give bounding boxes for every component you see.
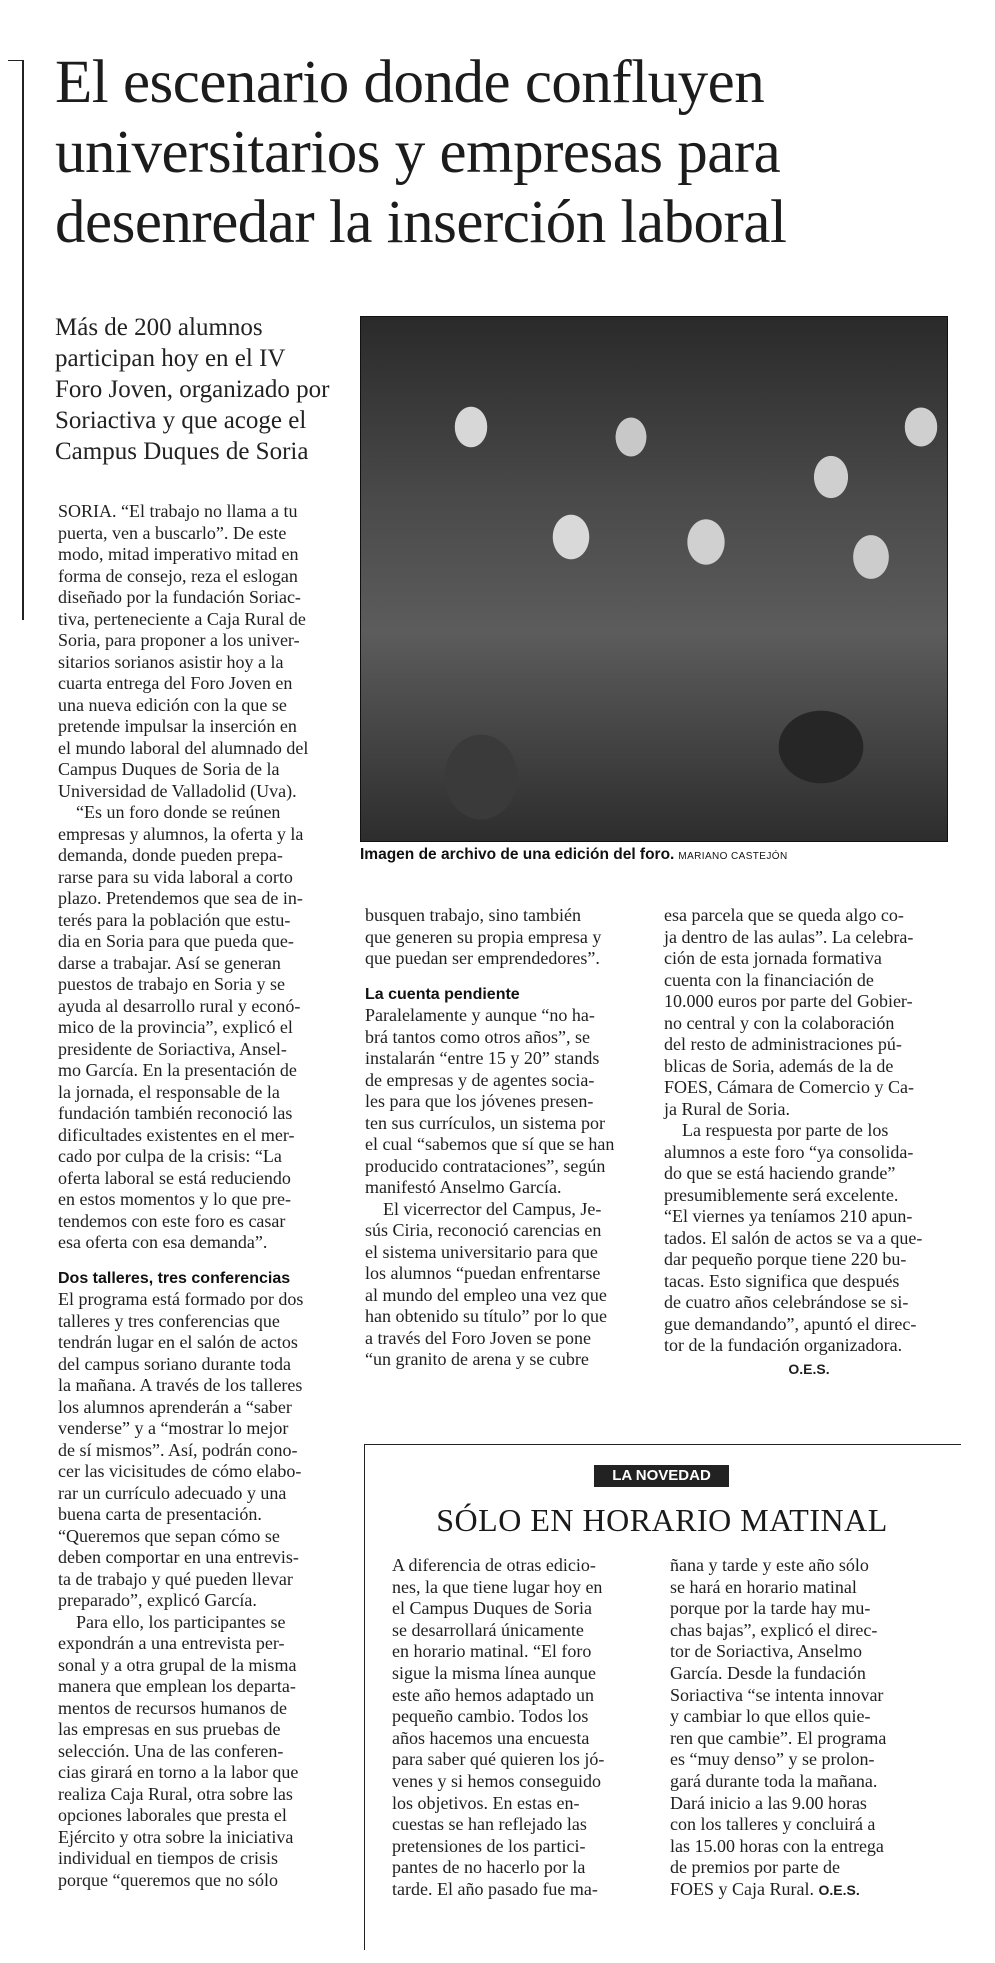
- text-line: que puedan ser emprendedores”.: [365, 948, 600, 968]
- margin-rule: [22, 60, 24, 620]
- text-line: tarde. El año pasado fue ma-: [392, 1878, 598, 1899]
- text-line: “un granito de arena y se cubre: [365, 1349, 589, 1369]
- text-line: es “muy denso” y se prolon-: [670, 1749, 875, 1770]
- text-line: Paralelamente y aunque “no ha-: [365, 1005, 595, 1025]
- text-line: los alumnos “puedan enfrentarse: [365, 1263, 601, 1283]
- caption-text: Imagen de archivo de una edición del foro.: [360, 846, 675, 863]
- article-column-3: [664, 905, 954, 1380]
- text-line: ren que cambie”. El programa: [670, 1727, 887, 1748]
- text-line: las empresas en sus pruebas de: [58, 1719, 281, 1739]
- text-line: Soria, para proponer a los univer-: [58, 630, 300, 650]
- text-line: blicas de Soria, además de la de: [664, 1055, 894, 1076]
- text-line: una nueva edición con la que se: [58, 694, 287, 715]
- text-line: preparado”, explicó García.: [58, 1590, 257, 1610]
- text-line: SORIA. “El trabajo no llama a tu: [58, 501, 298, 521]
- text-line: ción de esta jornada formativa: [664, 948, 882, 968]
- photo-credit: MARIANO CASTEJÓN: [678, 851, 788, 862]
- text-line: 10.000 euros por parte del Gobier-: [664, 991, 913, 1011]
- text-line: pantes de no hacerlo por la: [392, 1857, 586, 1878]
- text-line: rar un currículo adecuado y una: [58, 1482, 287, 1503]
- text-line: tendrán lugar en el salón de actos: [58, 1332, 298, 1352]
- text-line: Campus Duques de Soria de la: [58, 759, 280, 779]
- text-line: presumiblemente será excelente.: [664, 1184, 899, 1205]
- text-line: ja Rural de Soria.: [664, 1098, 790, 1119]
- news-photo: [360, 316, 948, 842]
- text-line: la mañana. A través de los talleres: [58, 1375, 303, 1395]
- text-line: plazo. Pretendemos que sea de in-: [58, 888, 303, 908]
- text-line: puestos de trabajo en Soria y se: [58, 974, 285, 994]
- text-line: tor de Soriactiva, Anselmo: [670, 1641, 862, 1662]
- text-line: buena carta de presentación.: [58, 1504, 262, 1524]
- text-line: alumnos a este foro “ya consolida-: [664, 1141, 914, 1162]
- text-line: el sistema universitario para que: [365, 1241, 598, 1262]
- text-line: deben comportar en una entrevis-: [58, 1547, 299, 1567]
- text-line: para saber qué quieren los jó-: [392, 1749, 605, 1770]
- text-line: los objetivos. En estas en-: [392, 1792, 580, 1813]
- text-line: cuenta con la financiación de: [664, 969, 874, 990]
- text-line: de sí mismos”. Así, podrán cono-: [58, 1439, 298, 1460]
- box-tag: LA NOVEDAD: [594, 1465, 729, 1487]
- author-signature: O.E.S.: [788, 1360, 830, 1377]
- text-line: se hará en horario matinal: [670, 1576, 857, 1597]
- text-line: gará durante toda la mañana.: [670, 1770, 878, 1791]
- text-line: del campus soriano durante toda: [58, 1353, 291, 1374]
- section-heading: Dos talleres, tres conferencias: [58, 1269, 291, 1287]
- text-line: Ejército y otra sobre la iniciativa: [58, 1826, 294, 1847]
- text-line: pretensiones de los partici-: [392, 1835, 586, 1856]
- text-line: porque por la tarde hay mu-: [670, 1598, 871, 1619]
- text-line: dar pequeño porque tiene 220 bu-: [664, 1249, 907, 1269]
- text-line: les para que los jóvenes presen-: [365, 1091, 594, 1111]
- headline: [55, 48, 955, 258]
- text-line: este año hemos adaptado un: [392, 1684, 594, 1705]
- subhead-line: Foro Joven, organizado por: [55, 376, 330, 403]
- text-line: pretende impulsar la inserción en: [58, 716, 297, 736]
- text-line: venes y si hemos conseguido: [392, 1770, 601, 1791]
- text-line: de empresas y de agentes socia-: [365, 1069, 595, 1090]
- text-line: no central y con la colaboración: [664, 1012, 895, 1033]
- text-line: forma de consejo, reza el eslogan: [58, 565, 298, 586]
- headline-line: desenredar la inserción laboral: [55, 189, 787, 256]
- text-line: opciones laborales que presta el: [58, 1805, 287, 1825]
- text-line: tor de la fundación organizadora.: [664, 1335, 903, 1355]
- text-line: sitarios sorianos asistir hoy a la: [58, 651, 284, 672]
- text-line: producido contrataciones”, según: [365, 1155, 606, 1176]
- text-line: con los talleres y concluirá a: [670, 1814, 876, 1835]
- box-title: SÓLO EN HORARIO MATINAL: [436, 1502, 888, 1538]
- subhead-line: Soriactiva y que acoge el: [55, 407, 307, 434]
- text-line: cias girará en torno a la labor que: [58, 1762, 299, 1782]
- section-heading: La cuenta pendiente: [365, 985, 520, 1003]
- text-line: cer las vicisitudes de cómo elabo-: [58, 1461, 302, 1481]
- subhead-line: Más de 200 alumnos: [55, 314, 263, 341]
- text-line: nes, la que tiene lugar hoy en: [392, 1576, 603, 1597]
- text-line: presidente de Soriactiva, Ansel-: [58, 1038, 287, 1059]
- text-line: de cuatro años celebrándose se si-: [664, 1292, 909, 1312]
- text-line: tendemos con este foro es casar: [58, 1210, 286, 1231]
- text-line: Para ello, los participantes se: [76, 1611, 286, 1632]
- text-line: sigue la misma línea aunque: [392, 1662, 596, 1683]
- text-line: dia en Soria para que pueda que-: [58, 931, 294, 951]
- text-line: terés para la población que estu-: [58, 909, 291, 930]
- text-line: Dará inicio a las 9.00 horas: [670, 1792, 867, 1813]
- text-line: mo García. En la presentación de: [58, 1060, 297, 1080]
- text-line: esa oferta con esa demanda”.: [58, 1232, 268, 1252]
- text-line: darse a trabajar. Así se generan: [58, 952, 281, 973]
- text-line: ja dentro de las aulas”. La celebra-: [664, 926, 914, 947]
- text-line: modo, mitad imperativo mitad en: [58, 544, 299, 564]
- text-line: “Queremos que sepan cómo se: [58, 1525, 280, 1546]
- text-line: cuarta entrega del Foro Joven en: [58, 673, 293, 693]
- headline-line: El escenario donde confluyen: [55, 49, 765, 116]
- box-signature: O.E.S.: [818, 1881, 860, 1898]
- text-line: puerta, ven a buscarlo”. De este: [58, 522, 287, 543]
- headline-line: universitarios y empresas para: [55, 119, 781, 186]
- text-line: manera que emplean los departa-: [58, 1676, 296, 1696]
- text-line: en estos momentos y lo que pre-: [58, 1189, 291, 1209]
- text-line: pequeño cambio. Todos los: [392, 1706, 589, 1727]
- text-line: el cual “sabemos que sí que se han: [365, 1134, 615, 1154]
- box-last-line: FOES y Caja Rural. O.E.S.: [670, 1878, 860, 1899]
- text-line: El vicerrector del Campus, Je-: [383, 1198, 602, 1219]
- text-line: “El viernes ya teníamos 210 apun-: [664, 1206, 913, 1226]
- text-line: mentos de recursos humanos de: [58, 1697, 287, 1718]
- text-line: instalarán “entre 15 y 20” stands: [365, 1048, 600, 1068]
- text-line: cuestas se han reflejado las: [392, 1814, 587, 1835]
- text-line: a través del Foro Joven se pone: [365, 1327, 591, 1348]
- text-line: ayuda al desarrollo rural y econó-: [58, 995, 301, 1016]
- text-line: al mundo del empleo una vez que: [365, 1284, 607, 1305]
- text-line: ten sus currículos, un sistema por: [365, 1112, 605, 1133]
- text-line: rarse para su vida laboral a corto: [58, 866, 293, 887]
- text-line: oferta laboral se está reduciendo: [58, 1167, 291, 1188]
- text-line: se desarrollará únicamente: [392, 1619, 584, 1640]
- article-column-2: [365, 905, 650, 1371]
- text-line: cado por culpa de la crisis: “La: [58, 1146, 282, 1166]
- text-line: tacas. Esto significa que después: [664, 1270, 900, 1291]
- margin-tick: [8, 60, 22, 61]
- text-line: venderse” y a “mostrar lo mejor: [58, 1418, 289, 1438]
- text-line: García. Desde la fundación: [670, 1662, 866, 1683]
- text-line: Universidad de Valladolid (Uva).: [58, 780, 297, 801]
- text-line: en horario matinal. “El foro: [392, 1641, 592, 1662]
- text-line: fundación también reconoció las: [58, 1103, 293, 1123]
- article-column-1: [58, 501, 348, 1891]
- text-line: dificultades existentes en el mer-: [58, 1124, 295, 1145]
- text-line: que generen su propia empresa y: [365, 926, 602, 947]
- text-line: ñana y tarde y este año sólo: [670, 1555, 869, 1575]
- subheadline: [55, 312, 355, 467]
- text-line: talleres y tres conferencias que: [58, 1310, 280, 1331]
- text-line: sús Ciria, reconoció carencias en: [365, 1220, 602, 1240]
- text-line: brá tantos como otros años”, se: [365, 1026, 590, 1047]
- text-line: El programa está formado por dos: [58, 1289, 304, 1309]
- text-line: do que se está haciendo grande”: [664, 1163, 896, 1183]
- text-line: ta de trabajo y qué pueden llevar: [58, 1568, 293, 1589]
- photo-caption: [360, 846, 960, 864]
- text-line: y cambiar lo que ellos quie-: [670, 1706, 871, 1727]
- text-line: tiva, perteneciente a Caja Rural de: [58, 608, 306, 629]
- text-line: “Es un foro donde se reúnen: [76, 802, 281, 822]
- text-line: las 15.00 horas con la entrega: [670, 1835, 884, 1856]
- box-column-1: [392, 1555, 650, 1901]
- text-line: expondrán a una entrevista per-: [58, 1633, 285, 1653]
- text-line: FOES, Cámara de Comercio y Ca-: [664, 1077, 914, 1097]
- text-line: empresas y alumnos, la oferta y la: [58, 823, 304, 844]
- subhead-line: Campus Duques de Soria: [55, 438, 309, 465]
- text-line: el mundo laboral del alumnado del: [58, 737, 309, 758]
- text-line: individual en tiempos de crisis: [58, 1848, 278, 1868]
- text-line: manifestó Anselmo García.: [365, 1177, 562, 1197]
- text-line: del resto de administraciones pú-: [664, 1034, 902, 1054]
- text-line: La respuesta por parte de los: [682, 1120, 889, 1140]
- box-column-2: [670, 1555, 950, 1902]
- text-line: sonal y a otra grupal de la misma: [58, 1654, 297, 1675]
- text-line: chas bajas”, explicó el direc-: [670, 1619, 878, 1640]
- text-line: mico de la provincia”, explicó el: [58, 1017, 293, 1037]
- text-line: A diferencia de otras edicio-: [392, 1555, 596, 1575]
- text-line: años hacemos una encuesta: [392, 1727, 590, 1748]
- subhead-line: participan hoy en el IV: [55, 345, 286, 372]
- text-line: selección. Una de las conferen-: [58, 1740, 284, 1761]
- text-line: los alumnos aprenderán a “saber: [58, 1396, 292, 1417]
- text-line: realiza Caja Rural, otra sobre las: [58, 1783, 293, 1804]
- text-line: gue demandando”, apuntó el direc-: [664, 1313, 917, 1334]
- text-line: la jornada, el responsable de la: [58, 1081, 280, 1102]
- text-line: esa parcela que se queda algo co-: [664, 905, 904, 925]
- text-line: demanda, donde pueden prepa-: [58, 845, 283, 865]
- text-line: han obtenido su título” por lo que: [365, 1306, 607, 1326]
- text-line: busquen trabajo, sino también: [365, 905, 581, 925]
- text-line: porque “queremos que no sólo: [58, 1869, 278, 1890]
- text-line: de premios por parte de: [670, 1857, 840, 1878]
- text-line: tados. El salón de actos se va a que-: [664, 1227, 923, 1248]
- text-line: el Campus Duques de Soria: [392, 1598, 592, 1619]
- text-line: Soriactiva “se intenta innovar: [670, 1684, 884, 1705]
- text-line: diseñado por la fundación Soriac-: [58, 587, 301, 607]
